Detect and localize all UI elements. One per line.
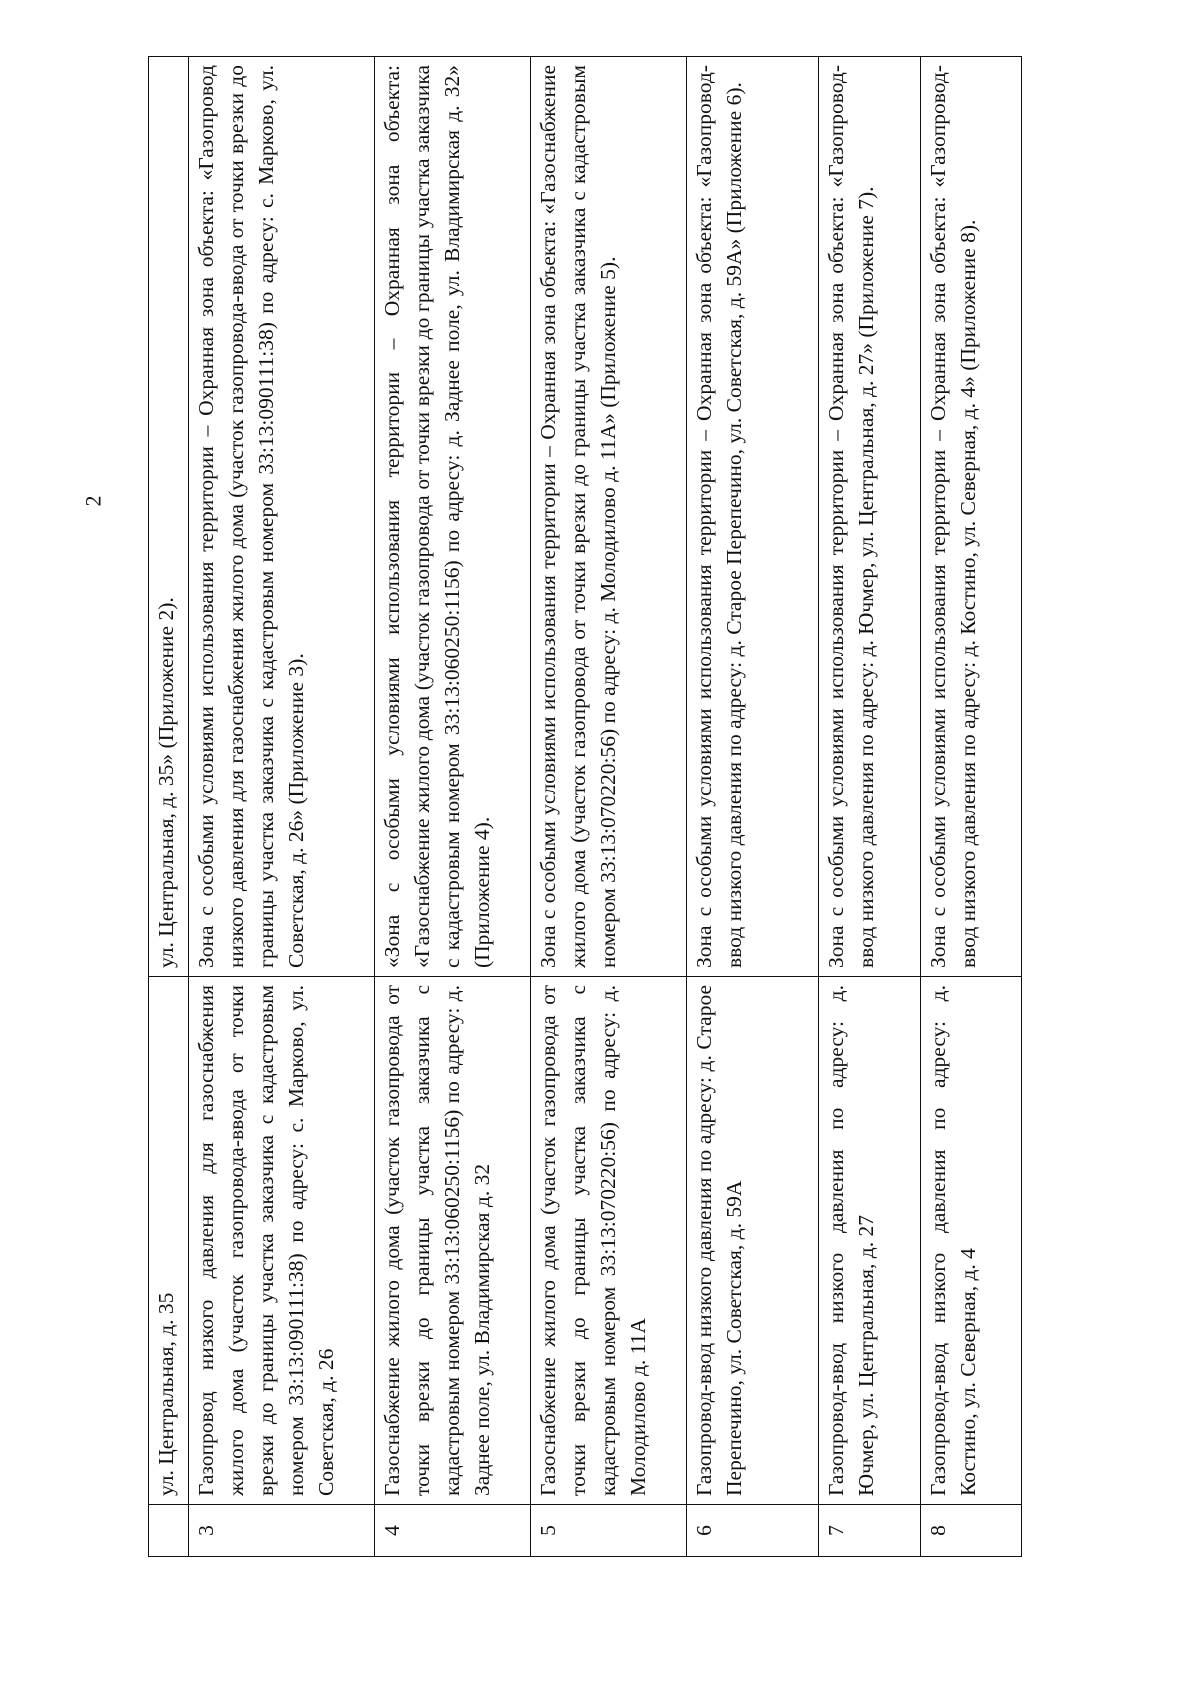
row-number: 3 — [189, 1505, 375, 1557]
table-row — [531, 57, 687, 1557]
object-name-cell: Газопровод-ввод низкого давления по адресу: д. Старое Перепечино, ул. Советская, д. 59А — [687, 977, 819, 1505]
table-row — [687, 57, 819, 1557]
object-name-cell: Газопровод низкого давления для газоснабжения жилого дома (участок газопровода-ввода от точки врезки до границы участка заказчика с кадастровым номером 33:13:090111:38) по адресу: с. Марково, ул. Советская, д. 26 — [189, 977, 375, 1505]
row-number: 7 — [819, 1505, 921, 1557]
table-row — [819, 57, 921, 1557]
object-name-cell: Газопровод-ввод низкого давления по адресу: д. Ючмер, ул. Центральная, д. 27 — [819, 977, 921, 1505]
row-number — [149, 1505, 189, 1557]
rotated-table-wrapper — [148, 57, 1060, 1557]
zone-description-cell: Зона с особыми условиями использования территории – Охранная зона объекта: «Газопровод-ввод низкого давления по адресу: д. Ючмер, ул. Центральная, д. 27» (Приложение 7). — [819, 57, 921, 977]
zone-description-cell: Зона с особыми условиями использования территории – Охранная зона объекта: «Газопровод-ввод низкого давления по адресу: д. Костино, ул. Северная, д. 4» (Приложение 8). — [921, 57, 1022, 977]
zone-description-cell: «Зона с особыми условиями использования территории – Охранная зона объекта: «Газоснабжение жилого дома (участок газопровода от точки врезки до границы участка заказчика с кадастровым номером 33:13:060250:1156) по адресу: д. Заднее поле, ул. Владимирская д. 32» (Приложение 4). — [375, 57, 531, 977]
object-name-cell: ул. Центральная, д. 35 — [149, 977, 189, 1505]
table-row — [921, 57, 1022, 1557]
zone-description-cell: ул. Центральная, д. 35» (Приложение 2). — [149, 57, 189, 977]
table-row — [375, 57, 531, 1557]
row-number: 8 — [921, 1505, 1022, 1557]
zones-table — [148, 56, 1022, 1557]
object-name-cell: Газоснабжение жилого дома (участок газопровода от точки врезки до границы участка заказчика с кадастровым номером 33:13:070220:56) по адресу: д. Молодилово д. 11А — [531, 977, 687, 1505]
object-name-cell: Газоснабжение жилого дома (участок газопровода от точки врезки до границы участка заказчика с кадастровым номером 33:13:060250:1156) по адресу: д. Заднее поле, ул. Владимирская д. 32 — [375, 977, 531, 1505]
table-row — [149, 57, 189, 1557]
zone-description-cell: Зона с особыми условиями использования территории – Охранная зона объекта: «Газоснабжение жилого дома (участок газопровода от точки врезки до границы участка заказчика с кадастровым номером 33:13:070220:56) по адресу: д. Молодилово д. 11А» (Приложение 5). — [531, 57, 687, 977]
row-number: 6 — [687, 1505, 819, 1557]
zone-description-cell: Зона с особыми условиями использования территории – Охранная зона объекта: «Газопровод-ввод низкого давления по адресу: д. Старое Перепечино, ул. Советская, д. 59А» (Приложение 6). — [687, 57, 819, 977]
row-number: 5 — [531, 1505, 687, 1557]
table-row — [189, 57, 375, 1557]
object-name-cell: Газопровод-ввод низкого давления по адресу: д. Костино, ул. Северная, д. 4 — [921, 977, 1022, 1505]
page-number: 2 — [80, 495, 106, 507]
zone-description-cell: Зона с особыми условиями использования территории – Охранная зона объекта: «Газопровод низкого давления для газоснабжения жилого дома (участок газопровода-ввода от точки врезки до границы участка заказчика с кадастровым номером 33:13:090111:38) по адресу: с. Марково, ул. Советская, д. 26» (Приложение 3). — [189, 57, 375, 977]
row-number: 4 — [375, 1505, 531, 1557]
